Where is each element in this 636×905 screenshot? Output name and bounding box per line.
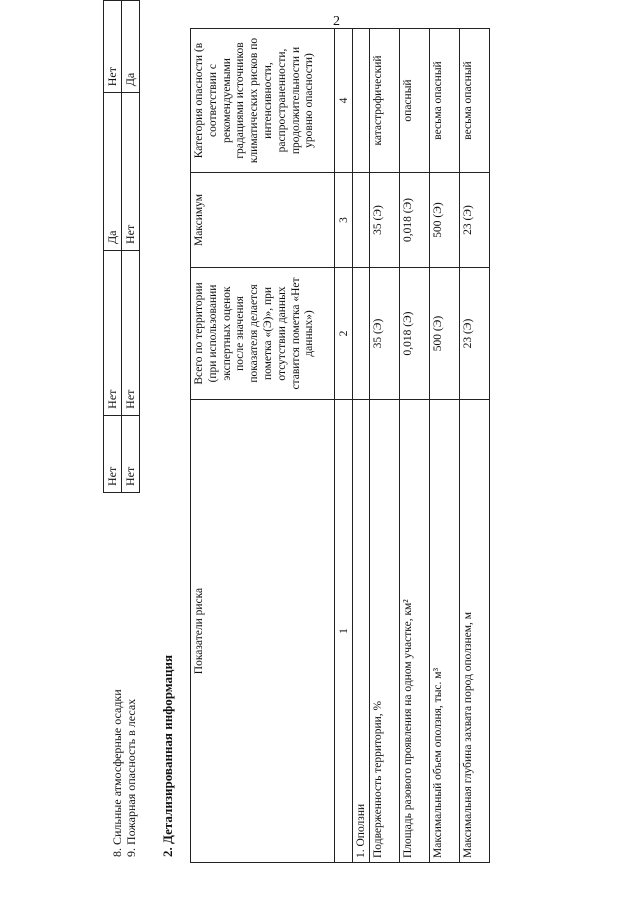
table-row xyxy=(460,29,490,863)
page-number: 2 xyxy=(333,14,340,29)
table-row xyxy=(122,1,140,493)
table-cell xyxy=(353,29,370,173)
table-row xyxy=(104,1,122,493)
column-number: 1 xyxy=(335,400,353,863)
indicator-cell: Максимальная глубина захвата пород оползнем, м xyxy=(460,400,490,863)
category-cell: весьма опасный xyxy=(460,29,490,173)
category-cell: катастрофический xyxy=(370,29,400,173)
table-row xyxy=(370,29,400,863)
table-cell: Нет xyxy=(104,251,122,416)
header-risk-indicators: Показатели риска xyxy=(191,400,335,863)
table-header-row xyxy=(191,29,335,863)
max-cell: 35 (Э) xyxy=(370,173,400,268)
max-cell: 23 (Э) xyxy=(460,173,490,268)
total-cell: 35 (Э) xyxy=(370,268,400,400)
hazard-summary-table xyxy=(103,0,140,493)
table-cell: Да xyxy=(104,93,122,251)
table-cell: Да xyxy=(122,1,140,93)
table-cell: Нет xyxy=(122,93,140,251)
total-cell: 500 (Э) xyxy=(430,268,460,400)
column-number-row xyxy=(335,29,353,863)
category-cell: опасный xyxy=(400,29,430,173)
max-cell: 0,018 (Э) xyxy=(400,173,430,268)
section-label: 1. Оползни xyxy=(353,400,370,863)
indicator-cell: Площадь разового проявления на одном участке, км² xyxy=(400,400,430,863)
table-cell: Нет xyxy=(104,1,122,93)
category-cell: весьма опасный xyxy=(430,29,460,173)
table-cell xyxy=(353,268,370,400)
table-cell: Нет xyxy=(122,415,140,492)
table-cell: Нет xyxy=(104,415,122,492)
header-maximum: Максимум xyxy=(191,173,335,268)
section-title: 2. Детализированная информация xyxy=(160,654,175,857)
total-cell: 23 (Э) xyxy=(460,268,490,400)
max-cell: 500 (Э) xyxy=(430,173,460,268)
indicator-cell: Максимальный объем оползня, тыс. м³ xyxy=(430,400,460,863)
table-row xyxy=(400,29,430,863)
column-number: 3 xyxy=(335,173,353,268)
indicator-cell: Подверженность территории, % xyxy=(370,400,400,863)
total-cell: 0,018 (Э) xyxy=(400,268,430,400)
risk-indicators-table xyxy=(190,28,490,863)
table-cell: Нет xyxy=(122,251,140,416)
header-hazard-category: Категория опасности (в соответствии с рекомендуемыми градациями источников климатических рисков по интенсивности, распространенности, продолжительности и уровню опасности) xyxy=(191,29,335,173)
header-territory-total: Всего по территории (при использовании экспертных оценок после значения показателя делается пометка «(Э)», при отсутствии данных ставится пометка «Нет данных») xyxy=(191,268,335,400)
table-cell xyxy=(353,173,370,268)
section-row xyxy=(353,29,370,863)
table-row xyxy=(430,29,460,863)
column-number: 2 xyxy=(335,268,353,400)
column-number: 4 xyxy=(335,29,353,173)
list-item-9-label: 9. Пожарная опасность в лесах xyxy=(124,698,138,857)
list-item-8-label: 8. Сильные атмосферные осадки xyxy=(110,689,124,857)
